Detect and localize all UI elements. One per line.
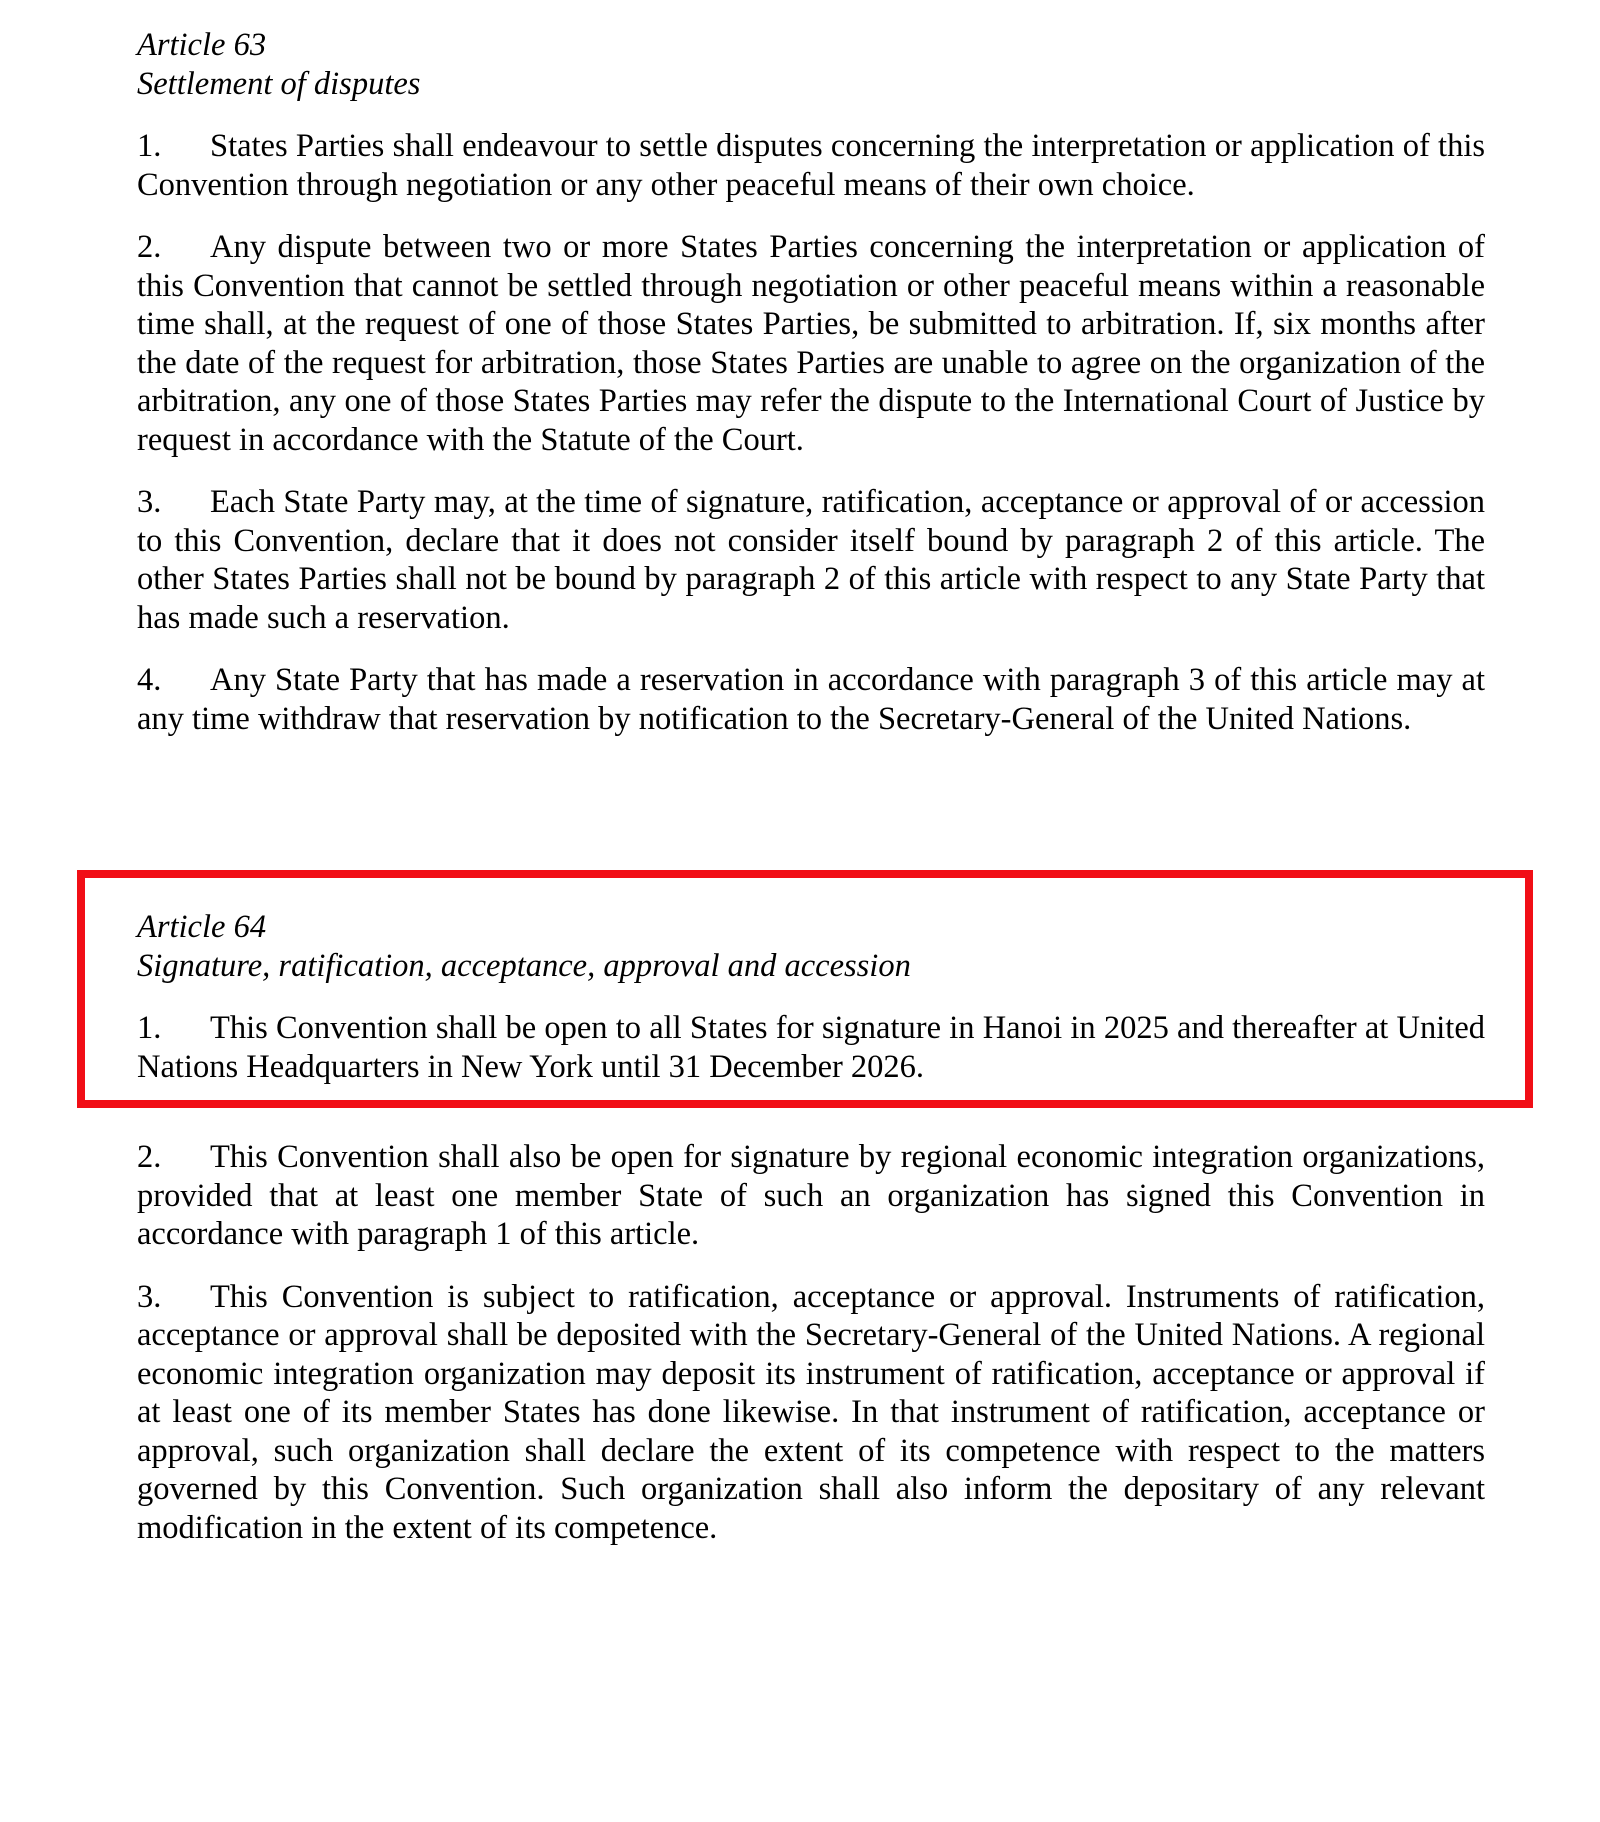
- paragraph-number: 4.: [137, 662, 162, 698]
- paragraph-text: Any dispute between two or more States Parties concerning the interpretation or application of this Convention that cannot be settled through negotiation or other peaceful means within a reasonable time shall, at the request of one of those States Parties, be submitted to arbitration. If, six months after the date of the request for arbitration, those States Parties are unable to agree on the organization of the arbitration, any one of those States Parties may refer the dispute to the International Court of Justice by request in accordance with the Statute of the Court.: [137, 229, 1485, 458]
- highlight-box: [77, 870, 1533, 1108]
- article-64-paragraph-2: [137, 1138, 1485, 1254]
- paragraph-text: States Parties shall endeavour to settle disputes concerning the interpretation or application of this Convention through negotiation or any other peaceful means of their own choice.: [137, 128, 1485, 203]
- paragraph-number: 3.: [137, 484, 162, 520]
- article-63-paragraph-3: [137, 483, 1485, 637]
- paragraph-number: 2.: [137, 229, 162, 265]
- article-64-number: Article 64: [137, 909, 267, 945]
- article-63-paragraph-4: [137, 661, 1485, 738]
- paragraph-number: 2.: [137, 1139, 162, 1175]
- paragraph-text: Any State Party that has made a reservation in accordance with paragraph 3 of this article may at any time withdraw that reservation by notification to the Secretary-General of the United Nations.: [137, 662, 1485, 737]
- article-64-paragraph-1: [137, 1009, 1485, 1086]
- paragraph-text: This Convention shall be open to all States for signature in Hanoi in 2025 and thereafter at United Nations Headquarters in New York until 31 December 2026.: [137, 1010, 1485, 1085]
- paragraph-text: Each State Party may, at the time of signature, ratification, acceptance or approval of or accession to this Convention, declare that it does not consider itself bound by paragraph 2 of this article. The other States Parties shall not be bound by paragraph 2 of this article with respect to any State Party that has made such a reservation.: [137, 484, 1485, 636]
- article-63-heading: [137, 26, 1485, 103]
- article-64-heading: [137, 908, 1485, 985]
- paragraph-number: 1.: [137, 1010, 162, 1046]
- article-64-title: Signature, ratification, acceptance, approval and accession: [137, 947, 911, 984]
- article-63-paragraph-2: [137, 228, 1485, 459]
- article-63-paragraph-1: [137, 127, 1485, 204]
- document-page: [137, 0, 1485, 1547]
- paragraph-number: 3.: [137, 1278, 162, 1315]
- article-63-number: Article 63: [137, 27, 267, 63]
- article-64-paragraph-3: [137, 1278, 1485, 1548]
- article-63-title: Settlement of disputes: [137, 65, 421, 102]
- paragraph-text: This Convention is subject to ratification, acceptance or approval. Instruments of ratification, acceptance or approval shall be deposited with the Secretary-General of the United Nations. A regional economic integration organization may deposit its instrument of ratification, acceptance or approval if at least one of its member States has done likewise. In that instrument of ratification, acceptance or approval, such organization shall declare the extent of its competence with respect to the matters governed by this Convention. Such organization shall also inform the depositary of any relevant modification in the extent of its competence.: [137, 1278, 1485, 1546]
- paragraph-number: 1.: [137, 128, 162, 164]
- paragraph-text: This Convention shall also be open for signature by regional economic integration organizations, provided that at least one member State of such an organization has signed this Convention in accordance with paragraph 1 of this article.: [137, 1139, 1485, 1252]
